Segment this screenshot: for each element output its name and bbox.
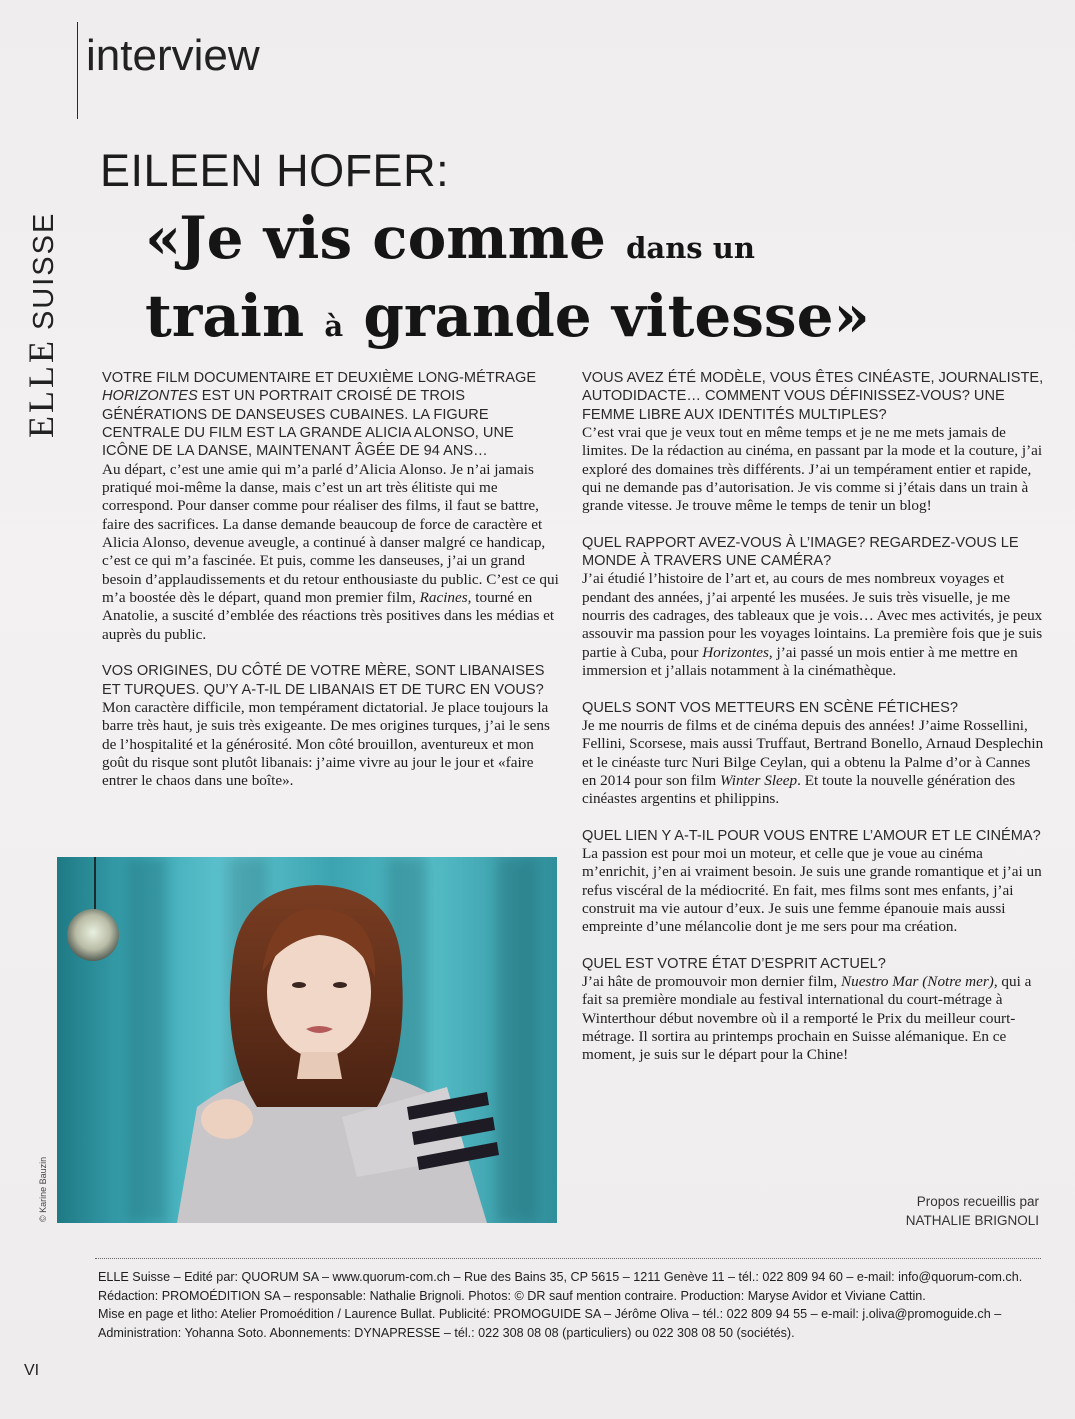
- imprint-line: Mise en page et litho: Atelier Promoédition / Laurence Bullat. Publicité: PROMOGUIDE SA – Jérôme Oliva – tél.: 022 809 94 55 – e-mail: j.oliva@promoguide.ch –: [98, 1307, 1002, 1322]
- headline-line-2: train à grande vitesse»: [145, 282, 870, 350]
- article-column-right: [582, 369, 1044, 1065]
- question-7: QUEL EST VOTRE ÉTAT D’ESPRIT ACTUEL?: [582, 955, 886, 972]
- lamp-icon: [67, 909, 119, 961]
- section-label: interview: [86, 31, 260, 80]
- answer-5: Je me nourris de films et de cinéma depuis des années! J’aime Rossellini, Fellini, Scorsese, mais aussi Truffaut, Bertrand Bonello, Arnaud Desplechin et le cinéaste turc Nuri Bilge Ceylan, qui a obtenu la Palme d’or à Cannes en 2014 pour son film Winter Sleep. Et toute la nouvelle génération des cinéastes argentins et philippins.: [582, 716, 1044, 808]
- imprint: [98, 1268, 1048, 1342]
- section-divider: [77, 22, 78, 119]
- author-name: NATHALIE BRIGNOLI: [905, 1213, 1039, 1228]
- question-4: QUEL RAPPORT AVEZ-VOUS À L’IMAGE? REGARDEZ-VOUS LE MONDE À TRAVERS UNE CAMÉRA?: [582, 534, 1019, 570]
- answer-1: Au départ, c’est une amie qui m’a parlé d’Alicia Alonso. Je n’ai jamais pratiqué moi-même la danse, mais c’est un art très élitiste qui me correspond. Pour danser comme pour réaliser des films, il faut se battre, faire des sacrifices. La danse demande beaucoup de force de caractère et Alicia Alonso, devenue aveugle, a continué à danser malgré ce handicap, c’est ce qui m’a fascinée. Et puis, comme les danseuses, j’ai un grand besoin d’applaudissements et du retour enthousiaste du public. C’est ce qui m’a boostée dès le départ, quand mon premier film, Racines, tourné en Anatolie, a suscité d’emblée des réactions très positives dans les médias et auprès du public.: [102, 460, 559, 643]
- brand-mark: [20, 212, 62, 438]
- imprint-divider: [95, 1258, 1041, 1259]
- question-1: VOTRE FILM DOCUMENTAIRE ET DEUXIÈME LONG-MÉTRAGE HORIZONTES EST UN PORTRAIT CROISÉ DE TROIS GÉNÉRATIONS DE DANSEUSES CUBAINES. LA FIGURE CENTRALE DU FILM EST LA GRANDE ALICIA ALONSO, UNE ICÔNE DE LA DANSE, MAINTENANT ÂGÉE DE 94 ANS…: [102, 370, 537, 460]
- question-2: VOS ORIGINES, DU CÔTÉ DE VOTRE MÈRE, SONT LIBANAISES ET TURQUES. QU’Y A-T-IL DE LIBANAIS ET DE TURC EN VOUS?: [102, 663, 545, 698]
- film-title: Racines: [419, 589, 468, 607]
- answer-4: J’ai étudié l’histoire de l’art et, au cours de mes nombreux voyages et pendant des années, j’ai arpenté les musées. Je suis très visuelle, je me nourris des cadrages, des tableaux que je vois… Avec mes activités, je peux assouvir ma passion pour les voyages lointains. La première fois que je suis partie à Cuba, pour Horizontes, j’ai passé un mois entier à me mettre en immersion et j’allais notamment à la cinémathèque.: [582, 570, 1043, 680]
- film-title: Nuestro Mar (Notre mer): [840, 972, 994, 990]
- imprint-line: Rédaction: PROMOÉDITION SA – responsable: Nathalie Brignoli. Photos: © DR sauf mention contraire. Production: Maryse Avidor et Viviane Cattin.: [98, 1288, 926, 1303]
- signoff: Propos recueillis par NATHALIE BRIGNOLI: [905, 1194, 1039, 1228]
- film-title: HORIZONTES: [102, 388, 198, 405]
- answer-2: Mon caractère difficile, mon tempérament dictatorial. Je place toujours la barre très haut, je suis très exigeante. De mes origines turques, j’ai le sens de l’hospitalité et la générosité. Mon côté brouillon, aventureux et mon goût du risque sont plutôt libanais: j’aime vivre au jour le jour et «faire entrer le chaos dans une boîte».: [102, 698, 550, 790]
- film-title: Winter Sleep: [719, 771, 798, 789]
- answer-6: La passion est pour moi un moteur, et celle que je voue au cinéma m’enrichit, j’en ai vraiment besoin. Je suis une grande romantique et j’ai un refus viscéral de la médiocrité. En fait, mes films sont mes enfants, j’ai construit ma vie autour d’eux. Je suis une femme épanouie mais aussi empreinte d’une mélancolie dont je me sers pour ma création.: [582, 844, 1042, 936]
- portrait-illustration: [57, 857, 557, 1223]
- page-number: VI: [24, 1362, 40, 1379]
- photo-credit: © Karine Bauzin: [38, 1156, 48, 1222]
- imprint-line: ELLE Suisse – Edité par: QUORUM SA – www.quorum-com.ch – Rue des Bains 35, CP 5615 – 1211 Genève 11 – tél.: 022 809 94 60 – e-mail: info@quorum-com.ch.: [98, 1270, 1023, 1284]
- article-column-left: [102, 369, 562, 791]
- question-3: VOUS AVEZ ÉTÉ MODÈLE, VOUS ÊTES CINÉASTE, JOURNALISTE, AUTODIDACTE… COMMENT VOUS DÉFINISSEZ-VOUS? UNE FEMME LIBRE AUX IDENTITÉS MULTIPLES?: [582, 370, 1044, 423]
- portrait-photo: [57, 857, 557, 1223]
- film-title: Horizontes: [702, 643, 769, 661]
- brand-edition: SUISSE: [28, 211, 60, 331]
- question-6: QUEL LIEN Y A-T-IL POUR VOUS ENTRE L’AMOUR ET LE CINÉMA?: [582, 827, 1041, 844]
- brand-name: ELLE: [21, 338, 61, 438]
- answer-3: C’est vrai que je veux tout en même temps et je ne me mets jamais de limites. De la rédaction au cinéma, en passant par la mode et la couture, j’ai exploré des domaines très différents. J’ai un tempérament entier et rapide, qui ne demande pas d’autorisation. Je vis comme si j’étais dans un train à grande vitesse. Je trouve même le temps de tenir un blog!: [582, 424, 1043, 515]
- headline-name: EILEEN HOFER:: [100, 145, 450, 196]
- question-5: QUELS SONT VOS METTEURS EN SCÈNE FÉTICHES?: [582, 699, 958, 716]
- imprint-line: Administration: Yohanna Soto. Abonnements: DYNAPRESSE – tél.: 022 308 08 08 (particuliers) ou 022 308 08 50 (sociétés).: [98, 1325, 795, 1340]
- answer-7: J’ai hâte de promouvoir mon dernier film, Nuestro Mar (Notre mer), qui a fait sa première mondiale au festival international du court-métrage à Winterthour début novembre où il a remporté le Prix du meilleur court-métrage. Il sortira au printemps prochain en Suisse alémanique. En ce moment, je suis sur le départ pour la Chine!: [582, 972, 1032, 1064]
- headline-line-1: «Je vis comme dans un: [145, 204, 755, 272]
- headline-quote: [145, 204, 870, 360]
